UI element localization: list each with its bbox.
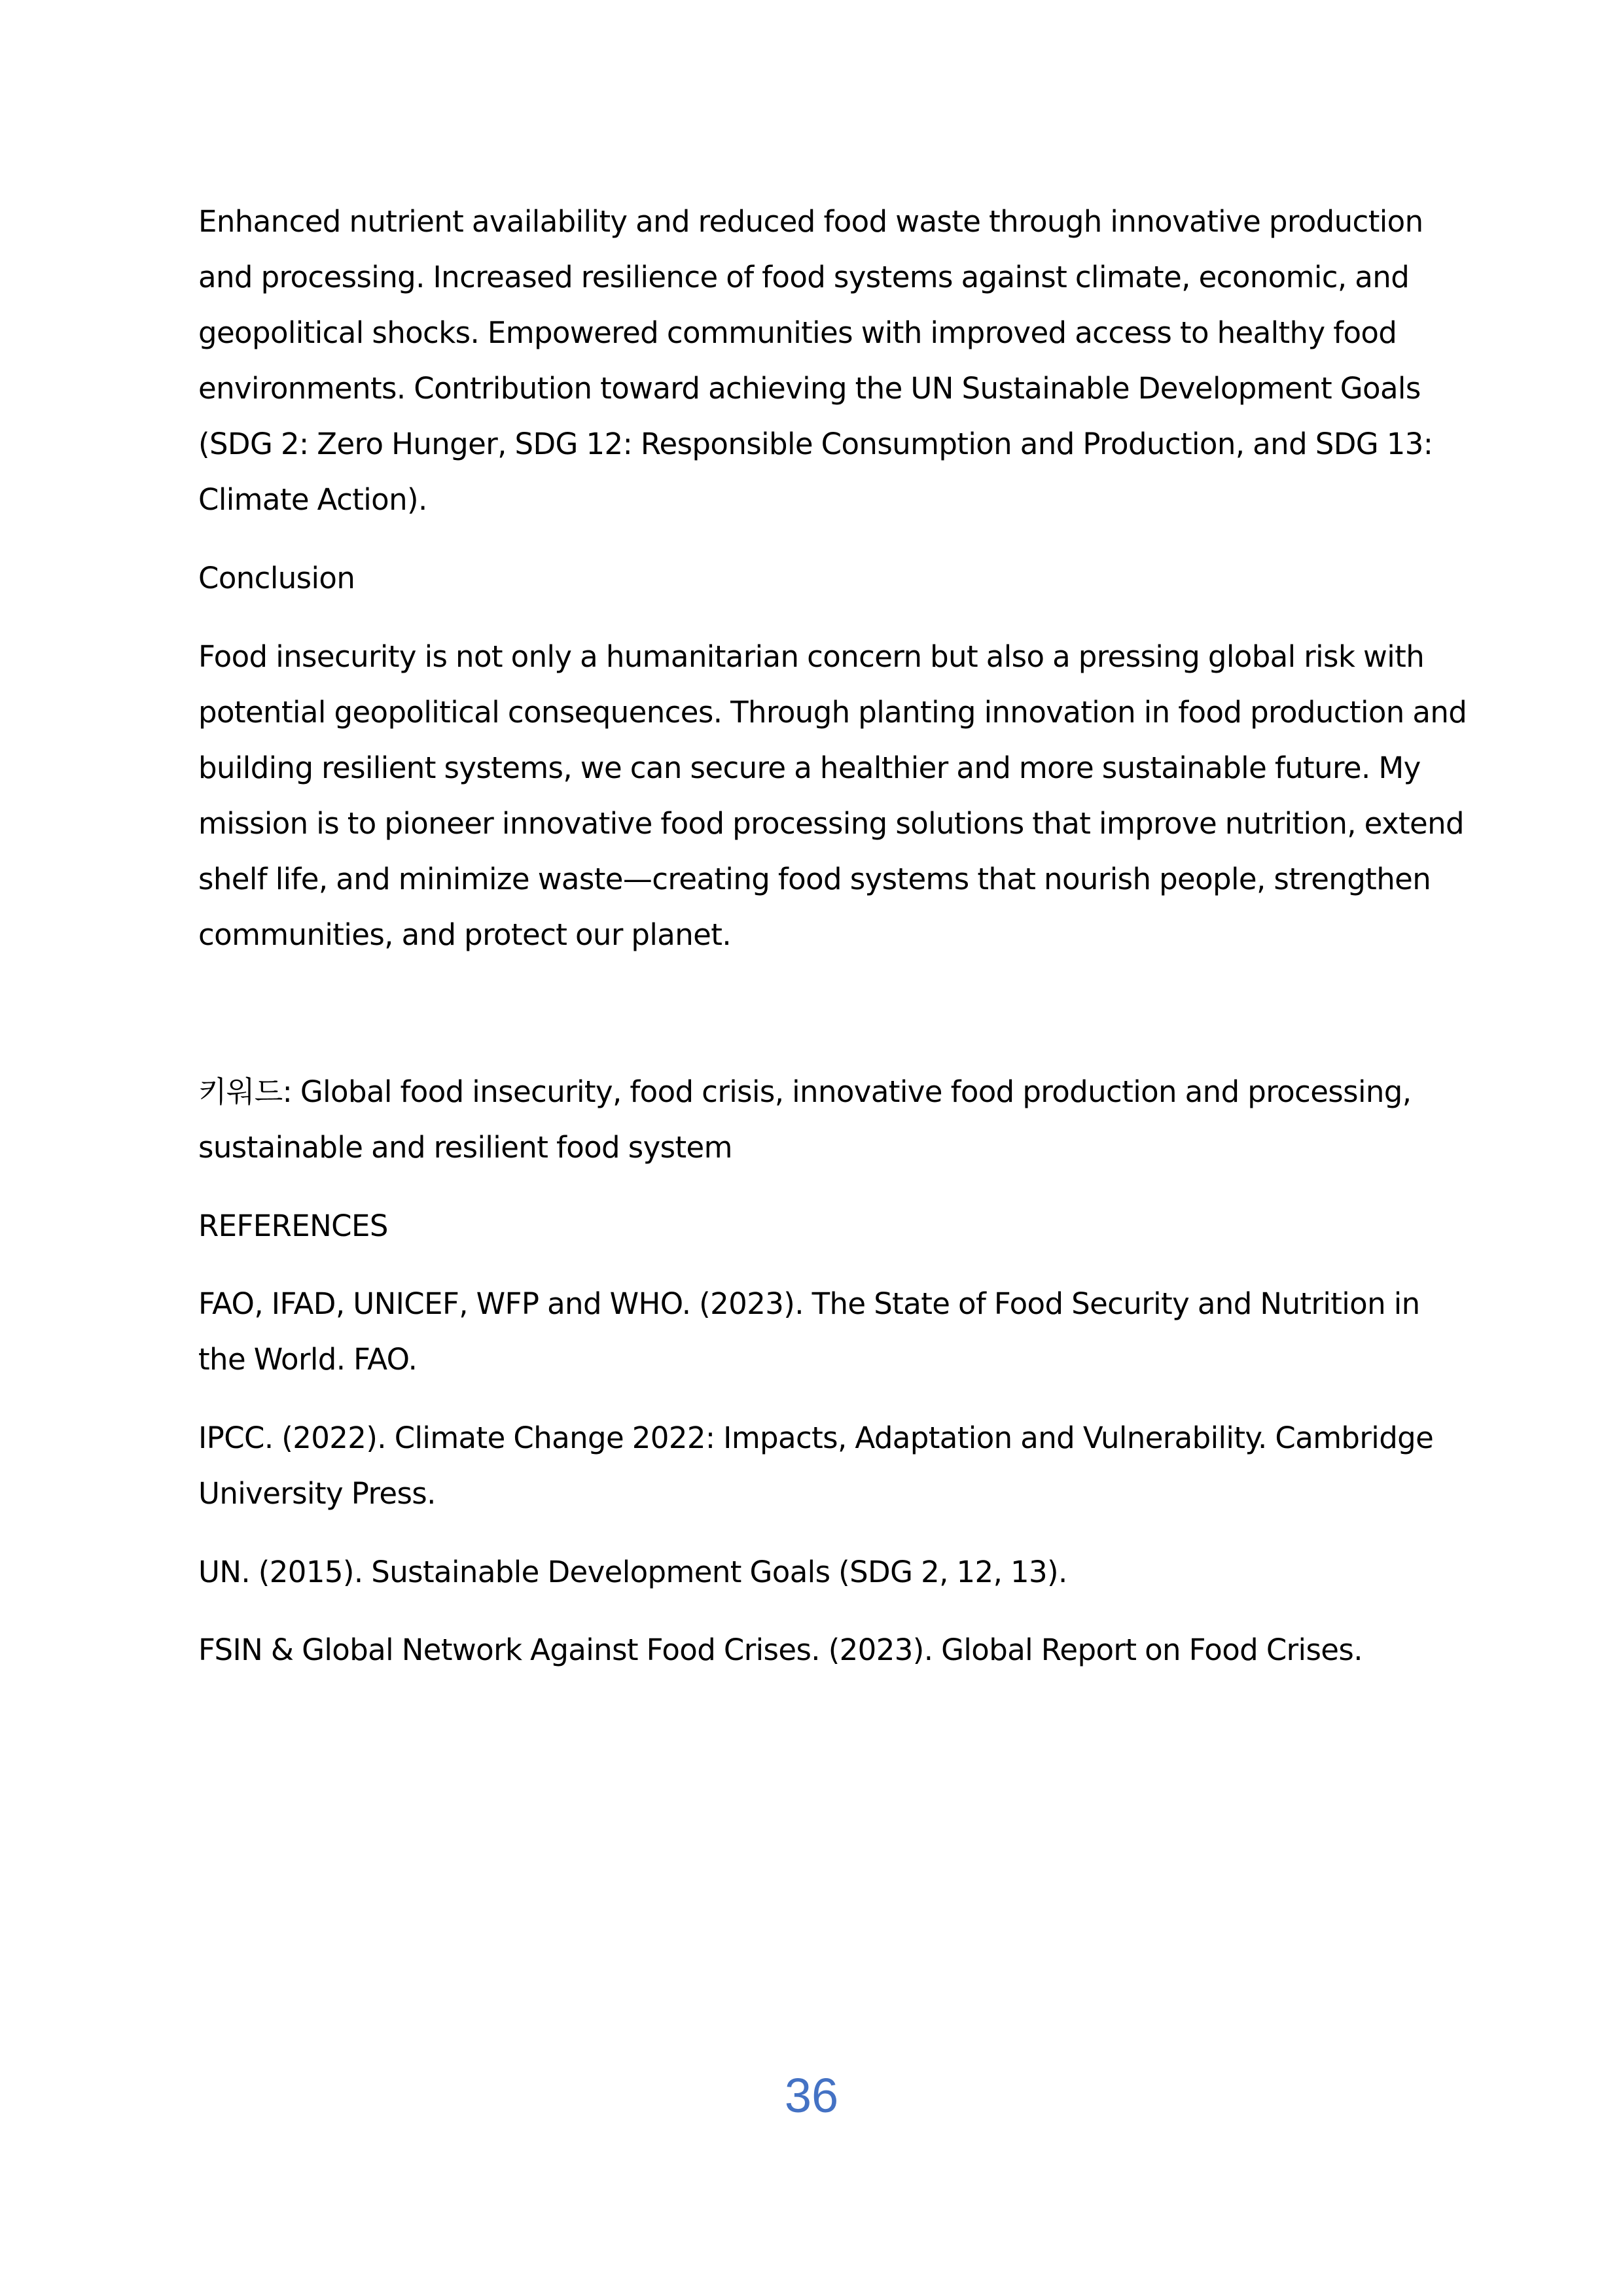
page-number: 36 bbox=[784, 2068, 839, 2123]
conclusion-heading: Conclusion bbox=[198, 561, 355, 595]
paragraph-line: mission is to pioneer innovative food processing solutions that improve nutrition, extend bbox=[198, 806, 1464, 841]
paragraph-line: geopolitical shocks. Empowered communities with improved access to healthy food bbox=[198, 315, 1397, 350]
reference-line: IPCC. (2022). Climate Change 2022: Impacts, Adaptation and Vulnerability. Cambridge bbox=[198, 1421, 1434, 1455]
paragraph-line: and processing. Increased resilience of food systems against climate, economic, and bbox=[198, 260, 1410, 294]
reference-line: FAO, IFAD, UNICEF, WFP and WHO. (2023). The State of Food Security and Nutrition in bbox=[198, 1286, 1420, 1321]
keywords-line: 키워드: Global food insecurity, food crisis, innovative food production and processing, bbox=[198, 1074, 1412, 1109]
paragraph-line: building resilient systems, we can secure a healthier and more sustainable future. My bbox=[198, 751, 1421, 785]
paragraph-line: environments. Contribution toward achieving the UN Sustainable Development Goals bbox=[198, 371, 1421, 406]
paragraph-line: Climate Action). bbox=[198, 482, 427, 517]
keywords-line: sustainable and resilient food system bbox=[198, 1130, 732, 1165]
reference-line: FSIN & Global Network Against Food Crises. (2023). Global Report on Food Crises. bbox=[198, 1633, 1363, 1667]
references-heading: REFERENCES bbox=[198, 1209, 388, 1243]
paragraph-line: Food insecurity is not only a humanitarian concern but also a pressing global risk with bbox=[198, 639, 1425, 674]
paragraph-line: potential geopolitical consequences. Through planting innovation in food production and bbox=[198, 695, 1467, 730]
reference-line: University Press. bbox=[198, 1476, 436, 1511]
paragraph-line: communities, and protect our planet. bbox=[198, 917, 732, 952]
paragraph-line: shelf life, and minimize waste—creating food systems that nourish people, strengthen bbox=[198, 862, 1431, 896]
reference-line: UN. (2015). Sustainable Development Goals (SDG 2, 12, 13). bbox=[198, 1555, 1067, 1589]
paragraph-line: (SDG 2: Zero Hunger, SDG 12: Responsible Consumption and Production, and SDG 13: bbox=[198, 427, 1433, 461]
paragraph-line: Enhanced nutrient availability and reduced food waste through innovative production bbox=[198, 204, 1423, 239]
reference-line: the World. FAO. bbox=[198, 1342, 418, 1377]
